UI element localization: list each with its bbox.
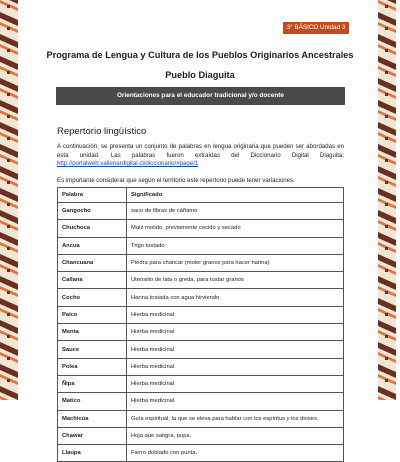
- meaning-cell: Utensilio de lata o greda, para tostar granos: [127, 272, 344, 289]
- table-header-row: [58, 188, 344, 203]
- meaning-cell: Hierba medicinal: [127, 393, 344, 410]
- table-row: [58, 324, 344, 341]
- table-body: [58, 203, 344, 462]
- meaning-cell: Hierba medicinal: [127, 306, 344, 323]
- meaning-cell: Hierba medicinal: [127, 341, 344, 358]
- word-cell: Callana: [58, 272, 127, 289]
- table-row: [58, 445, 344, 462]
- page-title: Programa de Lengua y Cultura de los Pueblos Originarios Ancestrales: [46, 50, 354, 60]
- column-header-word: Palabra: [58, 188, 127, 203]
- word-cell: Gangocho: [58, 203, 127, 220]
- decorative-border-left: [0, 0, 18, 400]
- decorative-border-right: [378, 0, 396, 400]
- word-cell: Ancua: [58, 237, 127, 254]
- column-header-meaning: Significado: [127, 188, 344, 203]
- orientation-bar: Orientaciones para el educador tradicional y/o docente: [56, 87, 345, 105]
- table-row: [58, 289, 344, 306]
- table-row: [58, 341, 344, 358]
- table-row: [58, 203, 344, 220]
- page-subtitle: Pueblo Diaguita: [165, 70, 235, 80]
- meaning-cell: Hoja que sangra, pupa.: [127, 427, 344, 444]
- border-pattern: [378, 0, 396, 400]
- word-cell: Chuchoca: [58, 220, 127, 237]
- word-cell: Ñipa: [58, 375, 127, 392]
- unit-badge: 3° BÁSICO Unidad 3: [283, 22, 349, 34]
- word-cell: Menta: [58, 324, 127, 341]
- table-row: [58, 358, 344, 375]
- word-cell: Chancuana: [58, 254, 127, 271]
- dictionary-link[interactable]: http://portalweb.vallenardigital.cl/diccionario/#page/1: [57, 160, 199, 168]
- border-pattern: [0, 0, 18, 400]
- meaning-cell: Hierba medicinal: [127, 358, 344, 375]
- table-row: [58, 410, 344, 427]
- table-row: [58, 393, 344, 410]
- intro-text: A continuación, se presenta un conjunto de palabras en lengua originaria que pueden ser abordadas en esta unidad. Las palabras fueron extraídas del Diccionario Digital Diaguita:: [57, 143, 344, 159]
- table-row: [58, 272, 344, 289]
- word-cell: Matico: [58, 393, 127, 410]
- meaning-cell: Hierba medicinal: [127, 375, 344, 392]
- table-row: [58, 220, 344, 237]
- meaning-cell: Guía espiritual, la que se eleva para hablar con los espíritus y los dioses.: [127, 410, 344, 427]
- table-row: [58, 237, 344, 254]
- table-row: [58, 254, 344, 271]
- meaning-cell: Trigo tostado: [127, 237, 344, 254]
- word-cell: Chawar: [58, 427, 127, 444]
- meaning-cell: Fierro doblado con punta.: [127, 445, 344, 462]
- word-cell: Machicúa: [58, 410, 127, 427]
- word-cell: Cocho: [58, 289, 127, 306]
- table-row: [58, 427, 344, 444]
- table-row: [58, 306, 344, 323]
- word-cell: Polea: [58, 358, 127, 375]
- table-row: [58, 375, 344, 392]
- intro-paragraph: [57, 143, 344, 169]
- meaning-cell: Hierba medicinal: [127, 324, 344, 341]
- section-heading: Repertorio lingüístico: [57, 126, 147, 137]
- word-cell: Paico: [58, 306, 127, 323]
- meaning-cell: Harina tostada con agua hirviendo: [127, 289, 344, 306]
- meaning-cell: Piedra para chancar (moler granos para hacer harina): [127, 254, 344, 271]
- variation-note: Es importante considerar que según el territorio este repertorio puede tener variaciones.: [57, 177, 295, 184]
- vocabulary-table: [57, 187, 344, 462]
- meaning-cell: saco de fibras de cáñamo: [127, 203, 344, 220]
- word-cell: Llaupa: [58, 445, 127, 462]
- word-cell: Sauce: [58, 341, 127, 358]
- meaning-cell: Maíz molido, previamente cocido y secado: [127, 220, 344, 237]
